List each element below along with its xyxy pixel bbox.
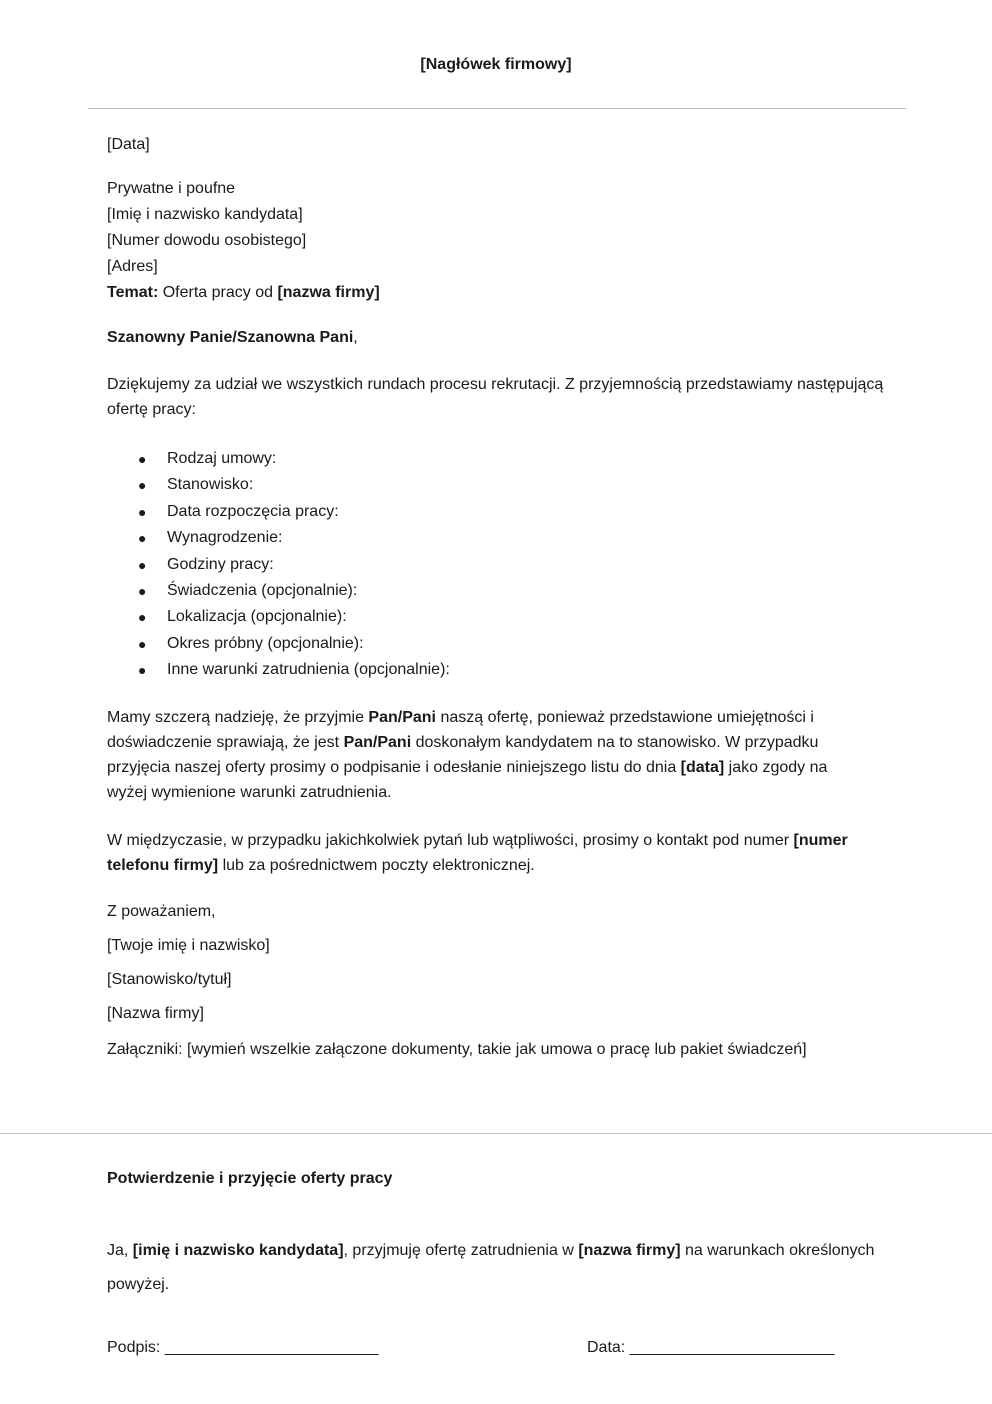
offer-term-label: Stanowisko: xyxy=(167,476,254,494)
acceptance-company: [nazwa firmy] xyxy=(578,1242,681,1259)
offer-term-label: Świadczenia (opcjonalnie): xyxy=(167,581,358,599)
offer-term-label: Okres próbny (opcjonalnie): xyxy=(167,634,364,652)
hope-text-3: doskonałym kandydatem na to stanowisko. W przypadku przyjęcia naszej oferty prosimy o podpisanie i odesłanie niniejszego listu do dnia xyxy=(107,734,819,776)
closing-company: [Nazwa firmy] xyxy=(107,1005,204,1022)
contact-text-1: W międzyczasie, w przypadku jakichkolwiek pytań lub wątpliwości, prosimy o kontakt pod numer xyxy=(107,832,794,849)
bullet-icon: ● xyxy=(138,609,147,626)
contact-paragraph xyxy=(107,828,887,878)
hope-text-4: jako zgody na wyżej wymienione warunki zatrudnienia. xyxy=(107,759,828,801)
closing-regards: Z poważaniem, xyxy=(107,903,216,920)
confidential-note: Prywatne i poufne xyxy=(107,180,236,197)
acceptance-candidate: [imię i nazwisko kandydata] xyxy=(132,1242,344,1259)
offer-term-label: Data rozpoczęcia pracy: xyxy=(167,502,339,520)
offer-term-item xyxy=(107,552,450,578)
subject-line xyxy=(107,280,897,306)
hope-bold-1: Pan/Pani xyxy=(368,709,436,726)
recipient-id-number: [Numer dowodu osobistego] xyxy=(107,232,307,249)
attachments-note: Załączniki: [wymień wszelkie załączone dokumenty, takie jak umowa o pracę lub pakiet świadczeń] xyxy=(107,1041,807,1058)
bullet-icon: ● xyxy=(138,451,147,467)
offer-terms-list xyxy=(107,446,450,684)
contact-text-2: lub za pośrednictwem poczty elektronicznej. xyxy=(218,857,535,874)
date-field[interactable]: Data: _______________________ xyxy=(587,1339,835,1356)
hope-bold-2: Pan/Pani xyxy=(343,734,412,751)
header-divider xyxy=(88,108,906,109)
date-placeholder: [Data] xyxy=(107,136,150,153)
bullet-icon: ● xyxy=(138,556,147,573)
hope-bold-3: [data] xyxy=(680,759,725,776)
bullet-icon: ● xyxy=(138,503,147,520)
letterhead-title: [Nagłówek firmowy] xyxy=(420,56,572,73)
acceptance-title: Potwierdzenie i przyjęcie oferty pracy xyxy=(107,1170,393,1187)
signature-field[interactable]: Podpis: ________________________ xyxy=(107,1339,379,1356)
offer-term-item xyxy=(107,631,450,657)
offer-term-item xyxy=(107,604,450,630)
offer-term-label: Lokalizacja (opcjonalnie): xyxy=(167,608,347,626)
bullet-icon: ● xyxy=(138,582,147,599)
offer-term-label: Inne warunki zatrudnienia (opcjonalnie): xyxy=(167,661,450,679)
offer-term-item xyxy=(107,657,450,683)
hope-text-1: Mamy szczerą nadzieję, że przyjmie xyxy=(107,709,369,726)
recipient-block xyxy=(107,176,897,306)
bullet-icon: ● xyxy=(138,477,147,494)
salutation-comma: , xyxy=(353,329,358,346)
intro-paragraph: Dziękujemy za udział we wszystkich rundach procesu rekrutacji. Z przyjemnością przedstawiamy następującą ofertę pracy: xyxy=(107,376,884,418)
salutation xyxy=(107,325,897,351)
salutation-bold: Szanowny Panie/Szanowna Pani xyxy=(107,329,354,346)
subject-label: Temat: xyxy=(107,284,159,301)
offer-term-item xyxy=(107,499,450,525)
bullet-icon: ● xyxy=(138,662,147,679)
recipient-name: [Imię i nazwisko kandydata] xyxy=(107,206,303,223)
recipient-address: [Adres] xyxy=(107,258,158,275)
bullet-icon: ● xyxy=(138,635,147,652)
offer-term-item xyxy=(107,446,450,472)
contact-phone: [numer telefonu firmy] xyxy=(107,832,848,874)
offer-term-item xyxy=(107,525,450,551)
section-divider xyxy=(0,1133,992,1134)
offer-term-label: Wynagrodzenie: xyxy=(167,529,283,547)
hope-paragraph xyxy=(107,705,867,805)
acceptance-text-3: na warunkach określonych powyżej. xyxy=(107,1242,875,1293)
acceptance-text-2: , przyjmuję ofertę zatrudnienia w xyxy=(343,1242,579,1259)
acceptance-text-1: Ja, xyxy=(107,1242,133,1259)
closing-name: [Twoje imię i nazwisko] xyxy=(107,937,270,954)
offer-term-label: Godziny pracy: xyxy=(167,555,274,573)
subject-text: Oferta pracy od xyxy=(158,284,278,301)
offer-term-item xyxy=(107,578,450,604)
closing-title: [Stanowisko/tytuł] xyxy=(107,971,232,988)
offer-term-item xyxy=(107,472,450,498)
hope-text-2: naszą ofertę, ponieważ przedstawione umiejętności i doświadczenie sprawiają, że jest xyxy=(107,709,814,751)
acceptance-paragraph xyxy=(107,1234,877,1302)
bullet-icon: ● xyxy=(138,530,147,547)
subject-company: [nazwa firmy] xyxy=(277,284,380,301)
offer-term-label: Rodzaj umowy: xyxy=(167,450,277,467)
